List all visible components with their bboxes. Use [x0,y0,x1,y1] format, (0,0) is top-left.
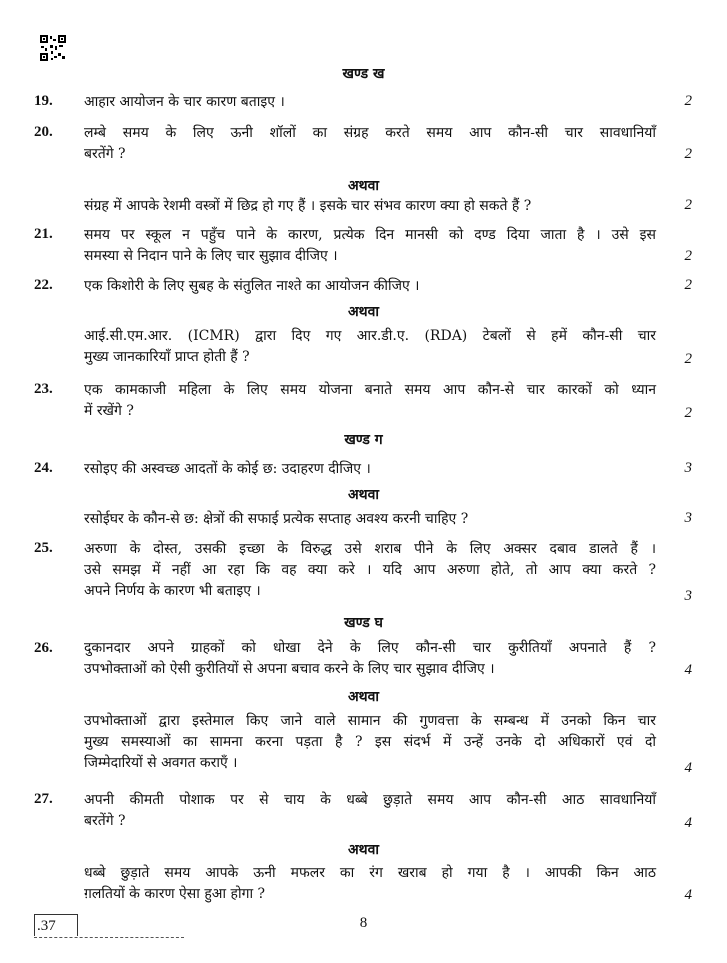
question-marks: 2 [684,351,692,367]
question-text [84,509,656,530]
question-marks: 4 [684,760,692,776]
question-text [84,863,656,905]
section-heading-ga: खण्ड ग [344,432,383,448]
question-line: समय पर स्कूल न पहुँच पाने के कारण, प्रत्येक दिन मानसी को दण्ड दिया जाता है । उसे इस [84,227,656,243]
question-marks: 3 [684,510,692,526]
question-line: लम्बे समय के लिए ऊनी शॉलों का संग्रह करते समय आप कौन-सी चार सावधानियाँ [84,125,656,141]
question-text [84,276,656,297]
question-marks: 2 [684,197,692,213]
question-line: ग़लतियों के कारण ऐसा हुआ होगा ? [84,886,266,902]
question-line: अपने निर्णय के कारण भी बताइए । [84,583,261,599]
question-number: 25. [34,540,53,556]
question-line: संग्रह में आपके रेशमी वस्त्रों में छिद्र हो गए हैं । इसके चार संभव कारण क्या हो सकते हैं ? [84,198,532,214]
question-text [84,380,656,422]
question-marks: 2 [684,248,692,264]
section-heading-gha: खण्ड घ [344,615,383,631]
question-line: उपभोक्ताओं को ऐसी कुरीतियों से अपना बचाव करने के लिए चार सुझाव दीजिए । [84,661,495,677]
question-marks: 2 [684,405,692,421]
question-number: 24. [34,460,53,476]
question-number: 22. [34,277,53,293]
question-marks: 4 [684,815,692,831]
question-text [84,196,656,217]
question-number: 23. [34,381,53,397]
question-marks: 2 [684,93,692,109]
question-line: बरतेंगे ? [84,813,126,829]
or-label: अथवा [347,178,380,194]
question-line: में रखेंगे ? [84,403,134,419]
question-line: मुख्य जानकारियाँ प्राप्त होती हैं ? [84,349,250,365]
question-line: बरतेंगे ? [84,146,126,162]
question-line: अरुणा के दोस्त, उसकी इच्छा के विरुद्ध उसे शराब पीने के लिए अक्सर दबाव डालते हैं । [84,541,656,557]
question-marks: 2 [684,277,692,293]
qr-code-icon [40,35,66,61]
or-label: अथवा [347,842,380,858]
question-number: 21. [34,226,53,242]
question-line: धब्बे छुड़ाते समय आपके ऊनी मफलर का रंग खराब हो गया है । आपकी किन आठ [84,865,656,881]
question-line: रसोइए की अस्वच्छ आदतों के कोई छ: उदाहरण दीजिए । [84,461,371,477]
question-text [84,225,656,267]
question-text [84,790,656,832]
question-text [84,638,656,680]
question-line: उपभोक्ताओं द्वारा इस्तेमाल किए जाने वाले सामान की गुणवत्ता के सम्बन्ध में उनको किन चार [84,713,656,729]
question-text [84,539,656,602]
question-line: मुख्य समस्याओं का सामना करना पड़ता है ? इस संदर्भ में उन्हें उनके दो अधिकारों एवं दो [84,734,656,750]
question-text [84,92,656,113]
page-number: 8 [359,915,368,931]
question-line: समस्या से निदान पाने के लिए चार सुझाव दीजिए । [84,248,338,264]
question-line: अपनी कीमती पोशाक पर से चाय के धब्बे छुड़ाते समय आप कौन-सी आठ सावधानियाँ [84,792,656,808]
footer-divider [34,937,184,938]
question-line: आई.सी.एम.आर. (ICMR) द्वारा दिए गए आर.डी.ए. (RDA) टेबलों से हमें कौन-सी चार [84,328,656,344]
question-line: आहार आयोजन के चार कारण बताइए । [84,94,285,110]
question-line: रसोईघर के कौन-से छ: क्षेत्रों की सफाई प्रत्येक सप्ताह अवश्य करनी चाहिए ? [84,511,469,527]
question-marks: 4 [684,662,692,678]
question-marks: 3 [684,460,692,476]
question-text [84,123,656,165]
question-line: उसे समझ में नहीं आ रहा कि वह क्या करे । यदि आप अरुणा होते, तो आप क्या करते ? [84,562,656,578]
question-text [84,459,656,480]
or-label: अथवा [347,689,380,705]
question-number: 19. [34,93,53,109]
question-number: 20. [34,124,53,140]
question-line: दुकानदार अपने ग्राहकों को धोखा देने के लिए कौन-सी चार कुरीतियाँ अपनाते हैं ? [84,640,656,656]
question-marks: 4 [684,887,692,903]
question-number: 27. [34,791,53,807]
question-text [84,711,656,774]
question-number: 26. [34,640,53,656]
question-marks: 3 [684,588,692,604]
section-heading-kha: खण्ड ख [342,66,385,82]
question-marks: 2 [684,146,692,162]
or-label: अथवा [347,304,380,320]
question-line: एक किशोरी के लिए सुबह के संतुलित नाश्ते का आयोजन कीजिए । [84,278,420,294]
question-text [84,326,656,368]
question-line: जिम्मेदारियों से अवगत कराएँ । [84,755,238,771]
or-label: अथवा [347,487,380,503]
paper-code: .37 [34,914,78,936]
question-line: एक कामकाजी महिला के लिए समय योजना बनाते समय आप कौन-से चार कारकों को ध्यान [84,382,656,398]
